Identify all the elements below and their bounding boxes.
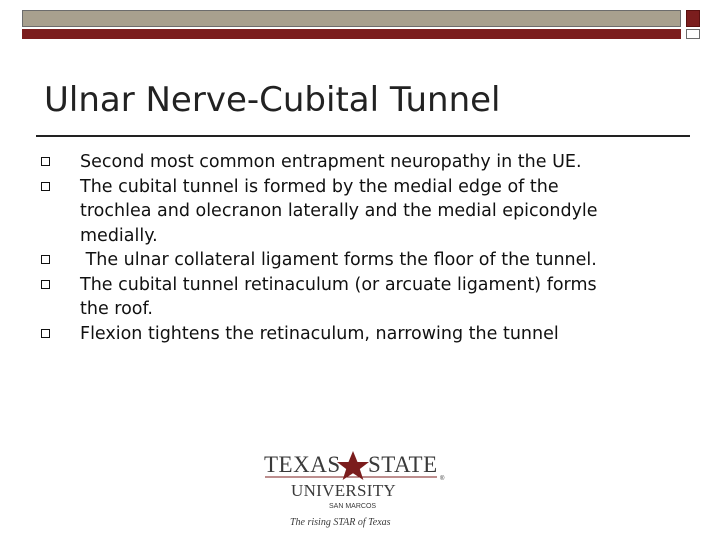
bullet-line: The cubital tunnel is formed by the medial edge of the <box>80 176 559 197</box>
corner-maroon-block <box>686 10 700 27</box>
star-icon <box>337 451 369 480</box>
slide-title: Ulnar Nerve-Cubital Tunnel <box>44 80 501 120</box>
square-bullet-icon <box>41 255 50 264</box>
bullet-line: The ulnar collateral ligament forms the floor of the tunnel. <box>80 250 597 270</box>
logo-word-right: STATE <box>368 452 438 477</box>
header-maroon-stripe <box>22 29 681 39</box>
registered-mark: ® <box>440 476 445 482</box>
university-logo <box>255 450 455 532</box>
logo-word-left: TEXAS <box>264 452 341 477</box>
logo-line-university: UNIVERSITY <box>291 481 396 500</box>
bullet-line: the roof. <box>80 299 153 319</box>
bullet-item <box>0 322 670 347</box>
bullet-item <box>0 175 670 249</box>
bullet-list <box>0 150 720 346</box>
logo-tagline: The rising STAR of Texas <box>290 517 391 528</box>
square-bullet-icon <box>41 182 50 191</box>
bullet-item <box>0 248 670 273</box>
square-bullet-icon <box>41 280 50 289</box>
bullet-line: Flexion tightens the retinaculum, narrowing the tunnel <box>80 323 559 344</box>
bullet-line: The cubital tunnel retinaculum (or arcuate ligament) forms <box>80 274 597 295</box>
bullet-item <box>0 273 670 322</box>
square-bullet-icon <box>41 157 50 166</box>
header-gold-bar <box>22 10 681 27</box>
bullet-line: trochlea and olecranon laterally and the medial epicondyle <box>80 201 598 221</box>
bullet-line: medially. <box>80 225 158 246</box>
bullet-line: Second most common entrapment neuropathy in the UE. <box>80 152 582 172</box>
title-divider <box>36 135 690 137</box>
bullet-item <box>0 150 670 175</box>
square-bullet-icon <box>41 329 50 338</box>
corner-white-block <box>686 29 700 39</box>
logo-line-campus: SAN MARCOS <box>329 503 377 510</box>
